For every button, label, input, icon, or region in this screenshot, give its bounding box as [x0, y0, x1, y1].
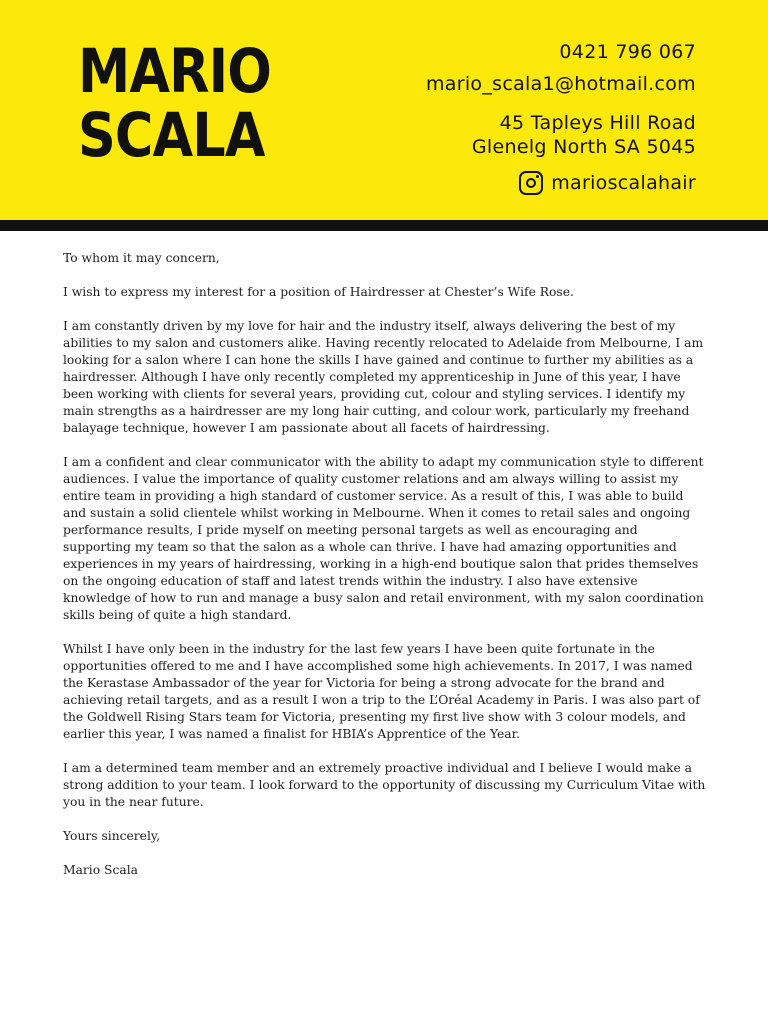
phone-number: 0421 796 067: [559, 41, 696, 63]
name-first: MARIO: [78, 36, 272, 107]
paragraph-passion: I am constantly driven by my love for hair and the industry itself, always delivering the best of my abilities to my salon and customers alike. Having recently relocated to Adelaide from Melbourne, I am looking for a salon where I can hone the skills I have gained and continue to further my abilities as a hairdresser. Although I have only recently completed my apprenticeship in June of this year, I have been working with clients for several years, providing cut, colour and styling services. I identify my main strengths as a hairdresser are my long hair cutting, and colour work, particularly my freehand balayage technique, however I am passionate about all facets of hairdressing.: [63, 319, 704, 435]
signature: Mario Scala: [63, 863, 138, 877]
contact-details: [426, 40, 696, 195]
email-address[interactable]: mario_scala1@hotmail.com: [425, 73, 696, 95]
address-line-2: Glenelg North SA 5045: [471, 136, 696, 158]
salutation: To whom it may concern,: [63, 251, 220, 265]
paragraph-intro: I wish to express my interest for a position of Hairdresser at Chester’s Wife Rose.: [63, 285, 574, 299]
header-divider: [0, 220, 768, 231]
paragraph-communication: I am a confident and clear communicator with the ability to adapt my communication style to different audiences. I value the importance of quality customer relations and am always willing to assist my entire team in providing a high standard of customer service. As a result of this, I was able to build and sustain a solid clientele whilst working in Melbourne. When it comes to retail sales and ongoing performance results, I pride myself on meeting personal targets as well as encouraging and supporting my team so that the salon as a whole can thrive. I have had amazing opportunities and experiences in my years of hairdressing, working in a high-end boutique salon that prides themselves on the ongoing education of staff and latest trends within the industry. I also have extensive knowledge of how to run and manage a busy salon and retail environment, with my salon coordination skills being of quite a high standard.: [63, 455, 704, 622]
instagram-handle: marioscalahair: [551, 172, 696, 194]
closing: Yours sincerely,: [63, 829, 161, 843]
applicant-name: [78, 36, 272, 171]
instagram-handle-row[interactable]: [426, 171, 696, 195]
paragraph-achievements: Whilst I have only been in the industry for the last few years I have been quite fortunate in the opportunities offered to me and I have accomplished some high achievements. In 2017, I was named the Kerastase Ambassador of the year for Victoria for being a strong advocate for the brand and achieving retail targets, and as a result I won a trip to the L’Oréal Academy in Paris. I was also part of the Goldwell Rising Stars team for Victoria, presenting my first live show with 3 colour models, and earlier this year, I was named a finalist for HBIA’s Apprentice of the Year.: [63, 642, 700, 741]
paragraph-closing: I am a determined team member and an extremely proactive individual and I believe I would make a strong addition to your team. I look forward to the opportunity of discussing my Curriculum Vitae with you in the near future.: [63, 761, 706, 809]
address-line-1: 45 Tapleys Hill Road: [499, 112, 696, 134]
header-banner: [0, 0, 768, 220]
name-last: SCALA: [78, 100, 265, 171]
cover-letter-body: [63, 250, 708, 879]
instagram-icon: [519, 171, 543, 195]
